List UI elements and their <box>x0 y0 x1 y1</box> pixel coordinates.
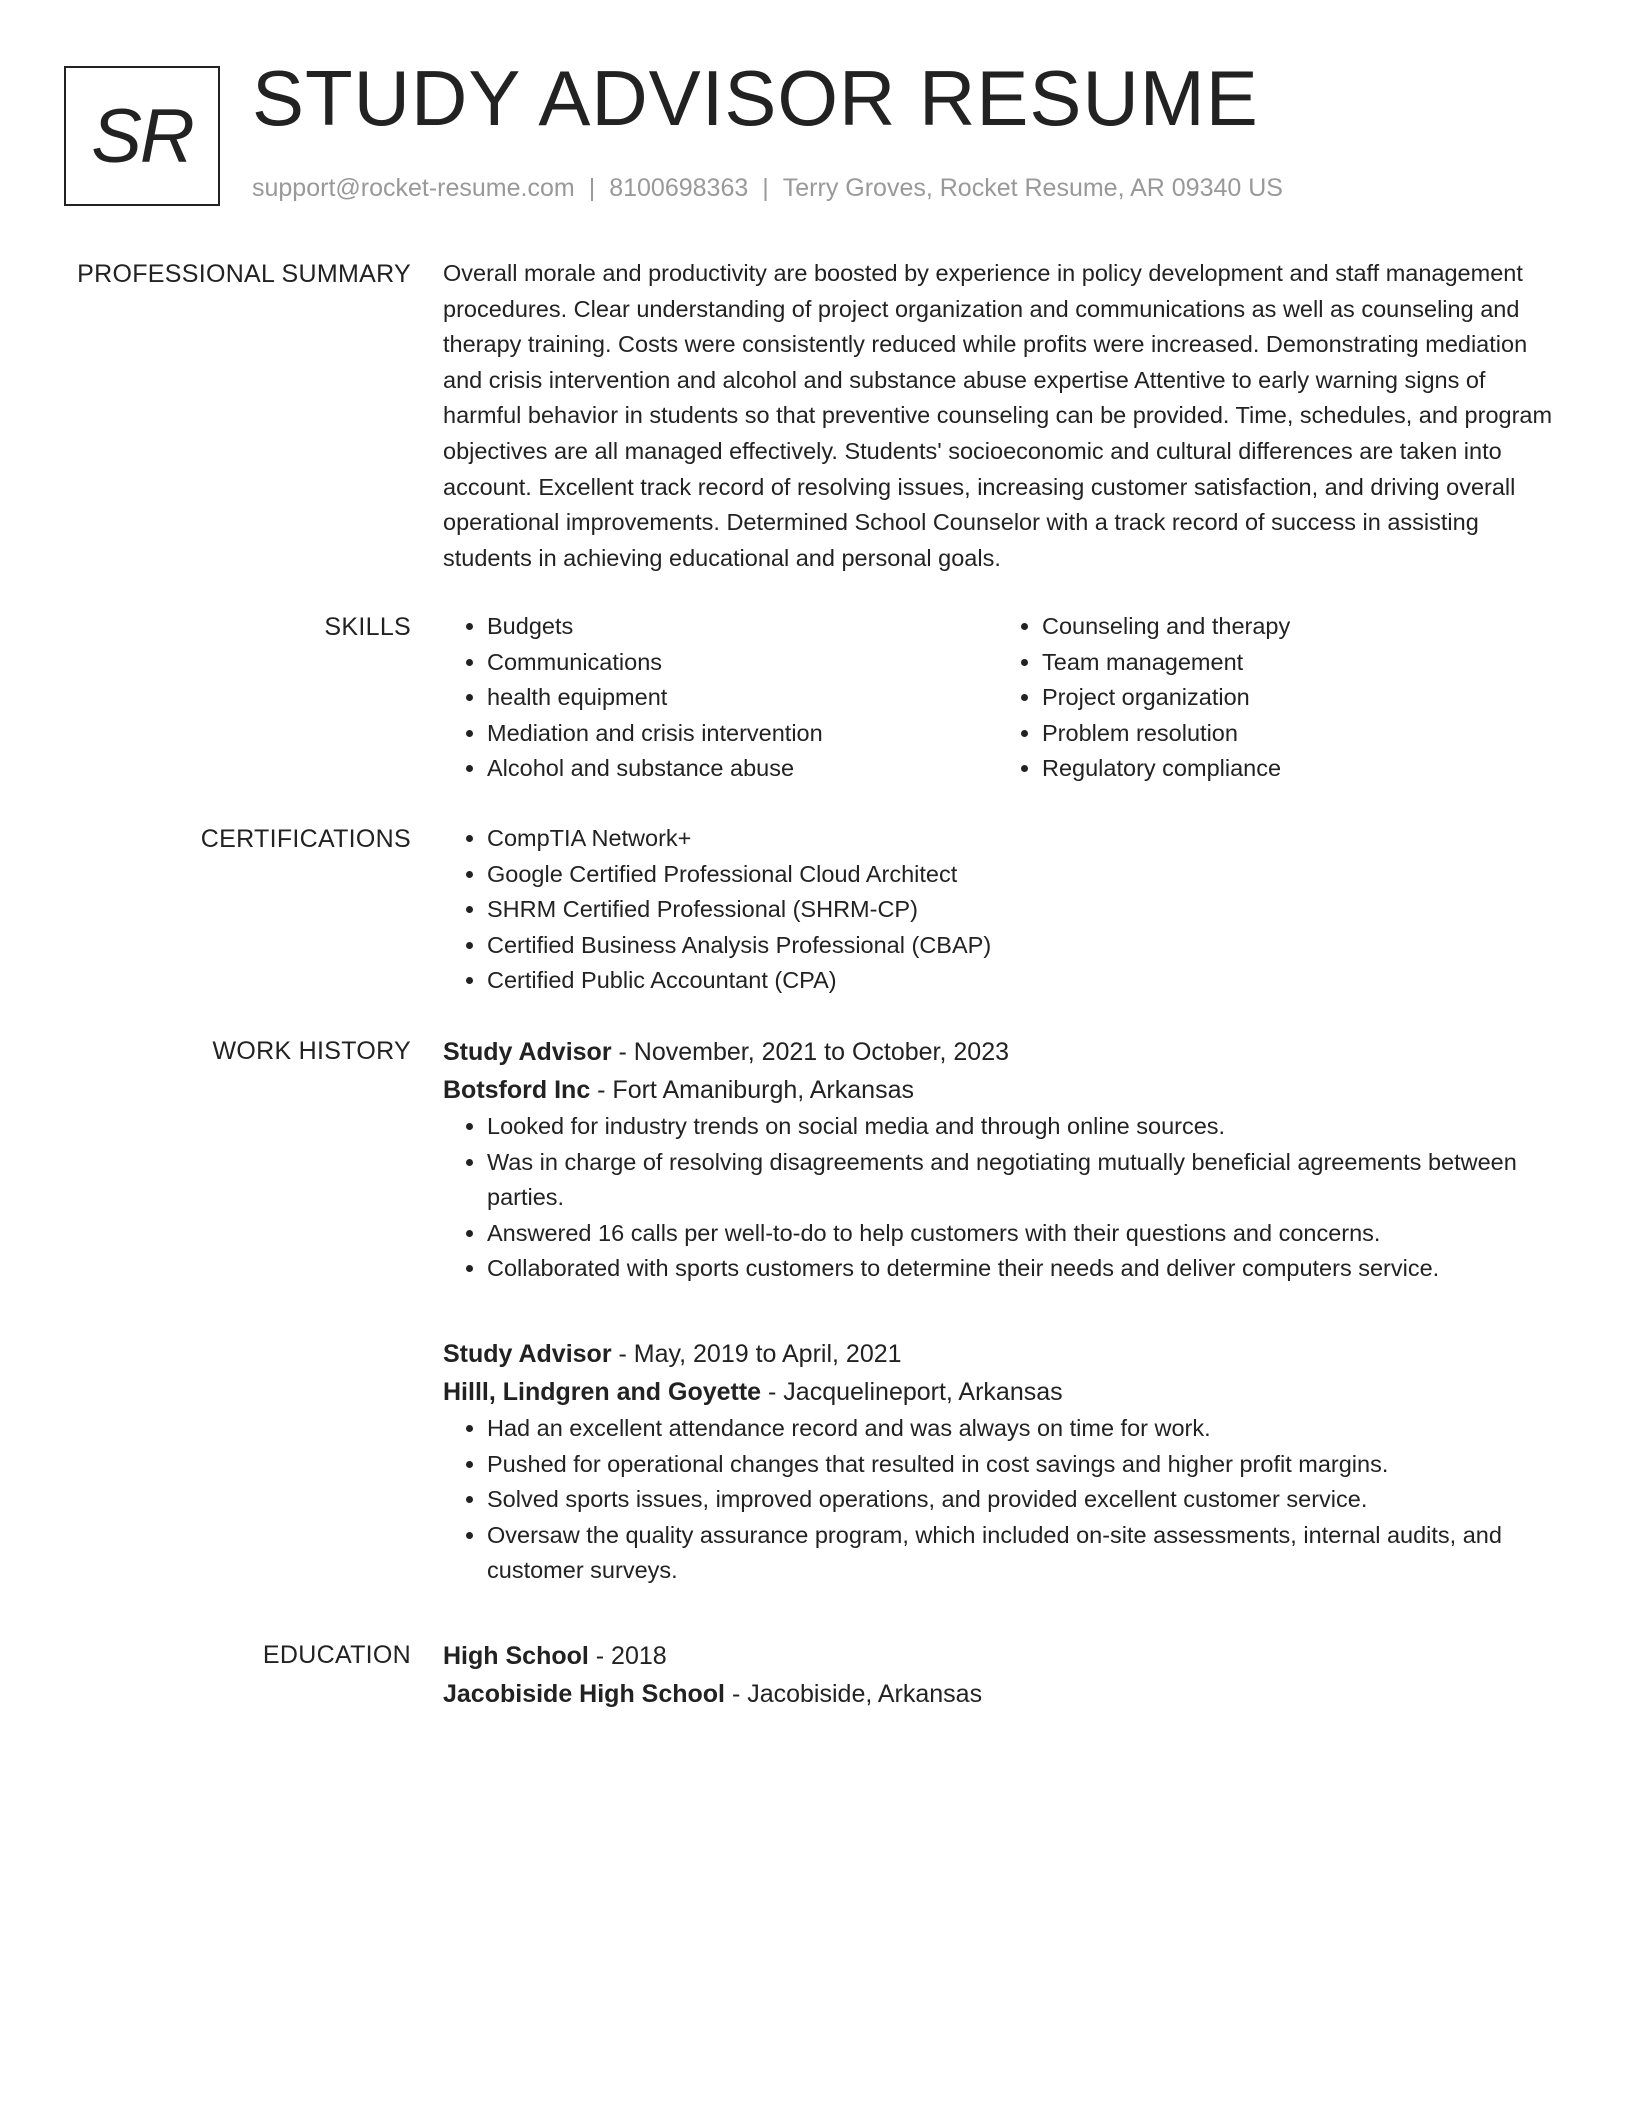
summary-text: Overall morale and productivity are boosted by experience in policy development and staff management procedures. Clear understanding of project organization and communications as well as counseling and therapy training. Costs were consistently reduced while profits were increased. Demonstrating mediation and crisis intervention and alcohol and substance abuse expertise Attentive to early warning signs of harmful behavior in students so that preventive counseling can be provided. Time, schedules, and program objectives are all managed effectively. Students' socioeconomic and cultural differences are taken into account. Excellent track record of resolving issues, increasing customer satisfaction, and driving overall operational improvements. Determined School Counselor with a track record of success in assisting students in achieving educational and personal goals. <box>443 260 1553 571</box>
job-dates: - May, 2019 to April, 2021 <box>611 1340 902 1368</box>
education-school-line <box>443 1675 1553 1713</box>
certification-item: • Certified Public Accountant (CPA) <box>487 963 1553 999</box>
skills-list-right <box>998 609 1553 787</box>
skill-item: • health equipment <box>487 680 998 716</box>
education-year: - 2018 <box>588 1642 667 1670</box>
contact-line <box>252 174 1283 203</box>
certification-item: • Google Certified Professional Cloud Architect <box>487 857 1553 893</box>
skill-item: • Project organization <box>1042 680 1553 716</box>
skill-item: • Communications <box>487 645 998 681</box>
education-school: Jacobiside High School <box>443 1680 725 1708</box>
skill-item: • Mediation and crisis intervention <box>487 716 998 752</box>
summary-body <box>443 256 1553 576</box>
job-entry <box>443 1033 1553 1287</box>
skills-heading: SKILLS <box>324 613 411 641</box>
skill-item: • Regulatory compliance <box>1042 751 1553 787</box>
job-location: - Fort Amaniburgh, Arkansas <box>590 1076 914 1104</box>
job-duty: • Solved sports issues, improved operations, and provided excellent customer service. <box>487 1482 1553 1518</box>
job-duty: • Was in charge of resolving disagreements and negotiating mutually beneficial agreements between parties. <box>487 1145 1553 1216</box>
job-title-line <box>443 1335 1553 1373</box>
education-degree-line <box>443 1637 1553 1675</box>
job-duty: • Collaborated with sports customers to determine their needs and deliver computers service. <box>487 1251 1553 1287</box>
summary-heading: PROFESSIONAL SUMMARY <box>77 260 411 288</box>
job-duty: • Answered 16 calls per well-to-do to help customers with their questions and concerns. <box>487 1216 1553 1252</box>
education-degree: High School <box>443 1642 589 1670</box>
skill-item: • Alcohol and substance abuse <box>487 751 998 787</box>
job-duties-list <box>443 1109 1553 1287</box>
certification-item: • Certified Business Analysis Professional (CBAP) <box>487 928 1553 964</box>
skills-body <box>443 609 1553 787</box>
certification-item: • CompTIA Network+ <box>487 821 1553 857</box>
job-duty: • Had an excellent attendance record and was always on time for work. <box>487 1411 1553 1447</box>
work-history-heading: WORK HISTORY <box>212 1037 411 1065</box>
certifications-list <box>443 821 1553 999</box>
certifications-body <box>443 821 1553 999</box>
job-company: Hilll, Lindgren and Goyette <box>443 1378 762 1406</box>
skill-item: • Counseling and therapy <box>1042 609 1553 645</box>
monogram-initials: SR <box>91 93 193 179</box>
job-company-line <box>443 1373 1553 1411</box>
contact-separator: | <box>588 174 596 202</box>
contact-email[interactable]: support@rocket-resume.com <box>252 174 575 202</box>
skills-list-left <box>443 609 998 787</box>
contact-phone[interactable]: 8100698363 <box>609 174 749 202</box>
education-body <box>443 1637 1553 1713</box>
resume-title: STUDY ADVISOR RESUME <box>252 54 1259 142</box>
monogram-logo <box>64 66 220 206</box>
contact-address: Terry Groves, Rocket Resume, AR 09340 US <box>782 174 1283 202</box>
certification-item: • SHRM Certified Professional (SHRM-CP) <box>487 892 1553 928</box>
job-location: - Jacquelineport, Arkansas <box>761 1378 1063 1406</box>
job-company-line <box>443 1071 1553 1109</box>
job-entry <box>443 1335 1553 1589</box>
education-heading: EDUCATION <box>262 1641 411 1669</box>
skill-item: • Budgets <box>487 609 998 645</box>
job-title-line <box>443 1033 1553 1071</box>
job-duty: • Looked for industry trends on social media and through online sources. <box>487 1109 1553 1145</box>
job-duty: • Pushed for operational changes that resulted in cost savings and higher profit margins. <box>487 1447 1553 1483</box>
job-title: Study Advisor <box>443 1340 612 1368</box>
certifications-heading: CERTIFICATIONS <box>200 825 411 853</box>
job-title: Study Advisor <box>443 1038 612 1066</box>
job-duty: • Oversaw the quality assurance program, which included on-site assessments, internal audits, and customer surveys. <box>487 1518 1553 1589</box>
contact-separator: | <box>762 174 769 202</box>
education-location: - Jacobiside, Arkansas <box>725 1680 983 1708</box>
job-dates: - November, 2021 to October, 2023 <box>611 1038 1010 1066</box>
skill-item: • Team management <box>1042 645 1553 681</box>
skill-item: • Problem resolution <box>1042 716 1553 752</box>
job-company: Botsford Inc <box>443 1076 591 1104</box>
job-duties-list <box>443 1411 1553 1589</box>
